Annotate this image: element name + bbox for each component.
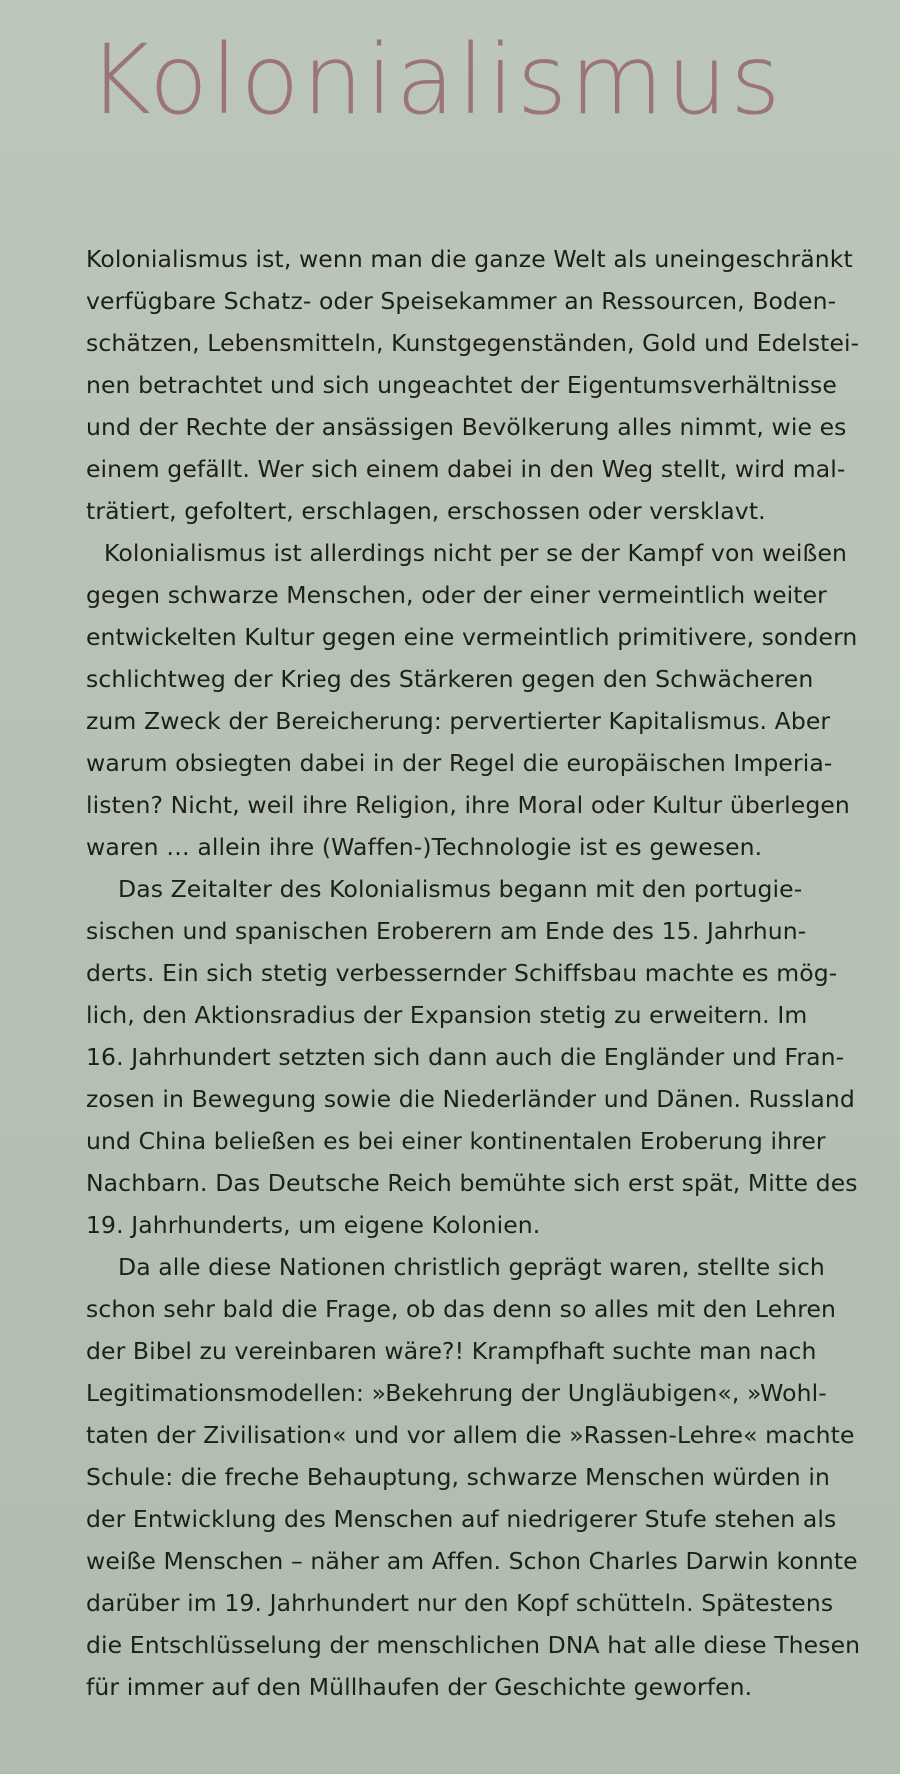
text-line: lich, den Aktionsradius der Expansion stetig zu erweitern. Im	[86, 1001, 808, 1029]
text-line: Schule: die freche Behauptung, schwarze Menschen würden in	[86, 1463, 830, 1491]
text-line: weiße Menschen – näher am Affen. Schon Charles Darwin konnte	[86, 1547, 858, 1575]
text-line: und der Rechte der ansässigen Bevölkerung alles nimmt, wie es	[86, 413, 847, 441]
text-line: 16. Jahrhundert setzten sich dann auch die Engländer und Fran-	[86, 1043, 845, 1071]
paragraph-2	[86, 532, 858, 868]
text-line: schlichtweg der Krieg des Stärkeren gegen den Schwächeren	[86, 665, 814, 693]
body-text	[86, 238, 861, 1708]
text-line: die Entschlüsselung der menschlichen DNA hat alle diese Thesen	[86, 1631, 861, 1659]
text-line: taten der Zivilisation« und vor allem die »Rassen-Lehre« machte	[86, 1421, 855, 1449]
text-line: gegen schwarze Menschen, oder der einer vermeintlich weiter	[86, 581, 827, 609]
page-title: Kolonialismus	[88, 24, 784, 136]
paragraph-4	[86, 1246, 861, 1708]
text-line: trätiert, gefoltert, erschlagen, erschossen oder versklavt.	[86, 497, 766, 525]
text-line: sischen und spanischen Eroberern am Ende des 15. Jahrhun-	[86, 917, 807, 945]
text-line: und China beließen es bei einer kontinentalen Eroberung ihrer	[86, 1127, 826, 1155]
text-line: zosen in Bewegung sowie die Niederländer und Dänen. Russland	[86, 1085, 855, 1113]
paragraph-3	[86, 868, 858, 1246]
text-line: Da alle diese Nationen christlich geprägt waren, stellte sich	[118, 1253, 825, 1281]
text-line: zum Zweck der Bereicherung: pervertierter Kapitalismus. Aber	[86, 707, 831, 735]
paragraph-1	[86, 238, 860, 532]
text-line: derts. Ein sich stetig verbessernder Schiffsbau machte es mög-	[86, 959, 838, 987]
text-line: darüber im 19. Jahrhundert nur den Kopf schütteln. Spätestens	[86, 1589, 834, 1617]
text-line: entwickelten Kultur gegen eine vermeintlich primitivere, sondern	[86, 623, 858, 651]
text-line: schätzen, Lebensmitteln, Kunstgegenständen, Gold und Edelstei-	[86, 329, 860, 357]
text-line: Kolonialismus ist allerdings nicht per se der Kampf von weißen	[104, 539, 848, 567]
text-line: Kolonialismus ist, wenn man die ganze Welt als uneingeschränkt	[86, 245, 853, 273]
text-line: der Entwicklung des Menschen auf niedrigerer Stufe stehen als	[86, 1505, 837, 1533]
text-line: einem gefällt. Wer sich einem dabei in den Weg stellt, wird mal-	[86, 455, 846, 483]
text-line: für immer auf den Müllhaufen der Geschichte geworfen.	[86, 1673, 753, 1701]
text-line: listen? Nicht, weil ihre Religion, ihre Moral oder Kultur überlegen	[86, 791, 850, 819]
text-line: Legitimationsmodellen: »Bekehrung der Ungläubigen«, »Wohl-	[86, 1379, 827, 1407]
text-line: Nachbarn. Das Deutsche Reich bemühte sich erst spät, Mitte des	[86, 1169, 858, 1197]
text-line: schon sehr bald die Frage, ob das denn so alles mit den Lehren	[86, 1295, 837, 1323]
text-line: nen betrachtet und sich ungeachtet der Eigentumsverhältnisse	[86, 371, 837, 399]
text-line: waren … allein ihre (Waffen-)Technologie ist es gewesen.	[86, 833, 763, 861]
text-line: 19. Jahrhunderts, um eigene Kolonien.	[86, 1211, 541, 1239]
text-line: verfügbare Schatz- oder Speisekammer an Ressourcen, Boden-	[86, 287, 837, 315]
text-line: Das Zeitalter des Kolonialismus begann mit den portugie-	[118, 875, 803, 903]
text-line: der Bibel zu vereinbaren wäre?! Krampfhaft suchte man nach	[86, 1337, 817, 1365]
text-line: warum obsiegten dabei in der Regel die europäischen Imperia-	[86, 749, 833, 777]
